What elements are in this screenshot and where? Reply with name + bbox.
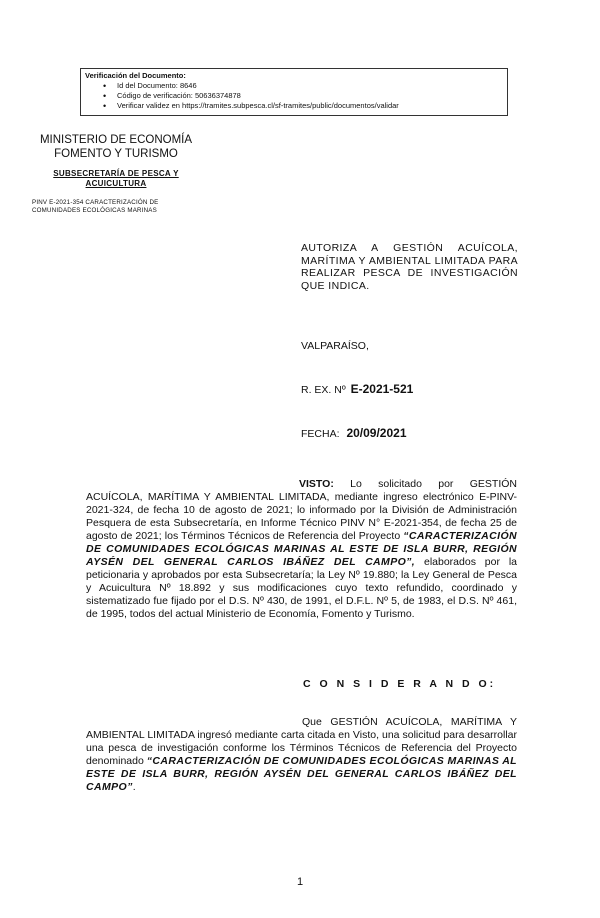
date-line bbox=[301, 426, 407, 440]
ministry-heading bbox=[36, 133, 196, 161]
place-line: VALPARAÍSO, bbox=[301, 340, 369, 352]
resolution-subject: AUTORIZA A GESTIÓN ACUÍCOLA, MARÍTIMA Y AMBIENTAL LIMITADA PARA REALIZAR PESCA DE INVESTIGACIÓN QUE INDICA. bbox=[301, 242, 518, 292]
verification-list bbox=[85, 81, 503, 111]
verification-code: • Código de verificación: 50636374878 bbox=[117, 91, 503, 101]
ministry-line-1: MINISTERIO DE ECONOMÍA bbox=[39, 134, 193, 146]
resolution-number: E-2021-521 bbox=[350, 382, 414, 396]
page-number: 1 bbox=[296, 876, 304, 888]
visto-text-2: elaborados por la peticionaria y aprobados por esta Subsecretaría; la Ley Nº 19.880; la Ley General de Pesca y Acuicultura Nº 18.892 y sus modificaciones cuyo texto refundido, coordinado y sistematizado fue fijado por el D.S. Nº 430, de 1991, el D.F.L. Nº 5, de 1983, el D.S. Nº 461, de 1995, todos del actual Ministerio de Economía, Fomento y Turismo. bbox=[86, 556, 517, 620]
considerando-paragraph bbox=[86, 716, 517, 794]
verification-title: Verificación del Documento: bbox=[85, 71, 186, 80]
subsecretaria-line-1: SUBSECRETARÍA DE PESCA Y bbox=[53, 169, 179, 178]
considerando-text-2: . bbox=[132, 781, 136, 793]
date-value: 20/09/2021 bbox=[346, 426, 407, 440]
ministry-line-2: FOMENTO Y TURISMO bbox=[54, 148, 178, 160]
verification-url[interactable]: • Verificar validez en https://tramites.subpesca.cl/sf-tramites/public/documentos/validar bbox=[117, 101, 503, 111]
reference-line-2: COMUNIDADES ECOLÓGICAS MARINAS bbox=[32, 207, 157, 214]
visto-heading: VISTO: bbox=[299, 478, 334, 490]
verification-document-id: • Id del Documento: 8646 bbox=[117, 81, 503, 91]
date-label: FECHA: bbox=[301, 428, 340, 440]
visto-text-1: Lo solicitado por GESTIÓN ACUÍCOLA, MARÍTIMA Y AMBIENTAL LIMITADA, mediante ingreso electrónico E-PINV-2021-324, de fecha 10 de agosto de 2021; lo informado por la División de Administración Pesquera de esta Subsecretaría, en Informe Técnico PINV N° E-2021-354, de fecha 25 de agosto de 2021; los Términos Técnicos de Referencia del Proyecto bbox=[86, 478, 517, 542]
reference-line-1: PINV E-2021-354 CARACTERIZACIÓN DE bbox=[32, 199, 159, 206]
considerando-text-1: Que GESTIÓN ACUÍCOLA, MARÍTIMA Y AMBIENTAL LIMITADA ingresó mediante carta citada en Visto, una solicitud para desarrollar una pesca de investigación conforme los Términos Técnicos de Referencia del Proyecto denominado bbox=[86, 716, 517, 767]
visto-paragraph bbox=[86, 478, 517, 621]
document-verification-box bbox=[80, 68, 508, 116]
subsecretaria-line-2: ACUICULTURA bbox=[85, 179, 147, 188]
reference-heading bbox=[32, 199, 232, 215]
visto-project-title: “CARACTERIZACIÓN DE COMUNIDADES ECOLÓGICAS MARINAS AL ESTE DE ISLA BURR, REGIÓN AYSÉN DEL GENERAL CARLOS IBÁÑEZ DEL CAMPO”, bbox=[86, 530, 517, 568]
considerando-project-title: “CARACTERIZACIÓN DE COMUNIDADES ECOLÓGICAS MARINAS AL ESTE DE ISLA BURR, REGIÓN AYSÉN DEL GENERAL CARLOS IBÁÑEZ DEL CAMPO” bbox=[86, 755, 518, 793]
subsecretaria-heading bbox=[40, 169, 192, 189]
considerando-heading: C O N S I D E R A N D O: bbox=[303, 678, 497, 690]
resolution-label: R. EX. Nº bbox=[301, 384, 346, 396]
resolution-number-line bbox=[301, 382, 413, 396]
